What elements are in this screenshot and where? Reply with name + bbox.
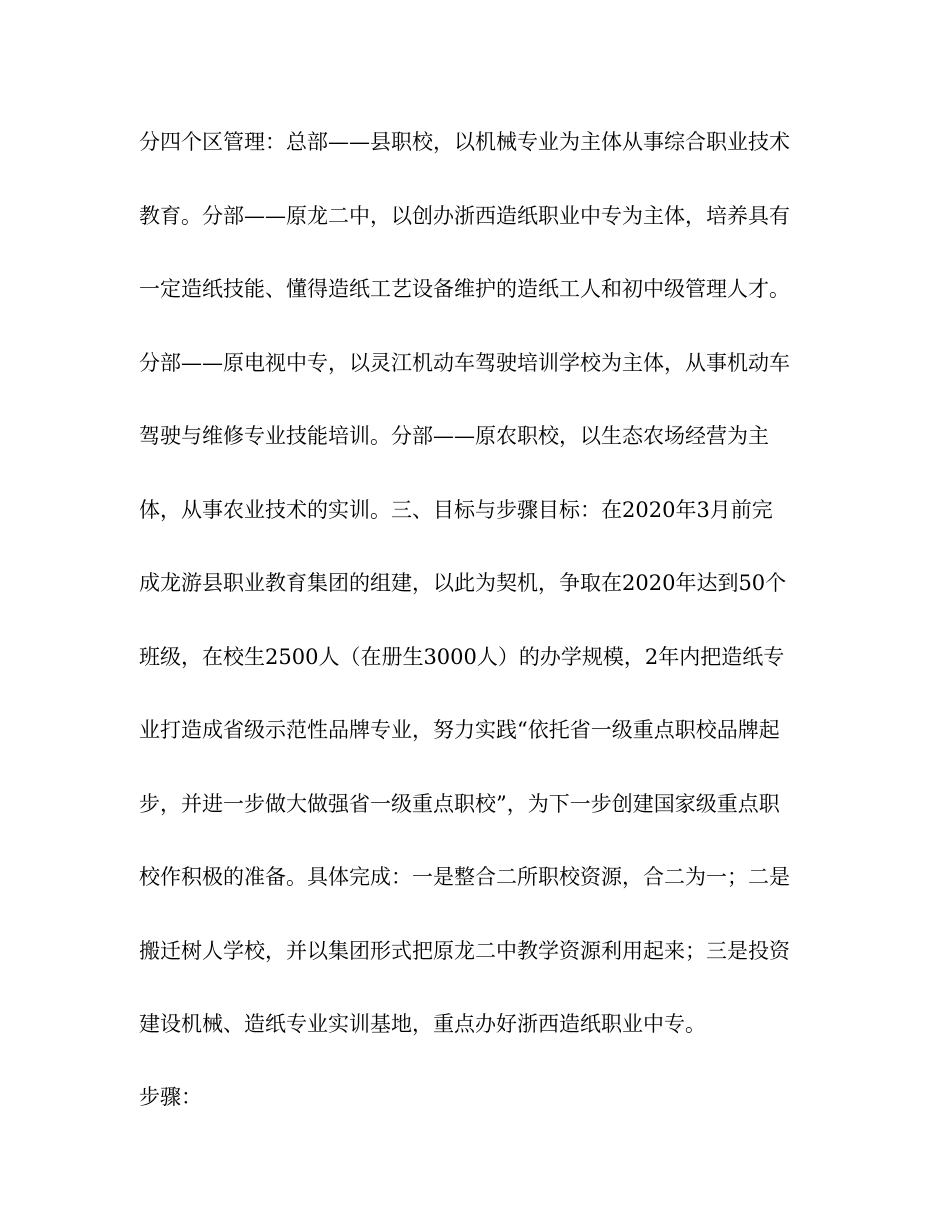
body-line-4: 分部——原电视中专，以灵江机动车驾驶培训学校为主体，从事机动车 <box>139 351 790 375</box>
body-line-8: 班级，在校生2500人（在册生3000人）的办学规模，2年内把造纸专 <box>139 645 785 669</box>
body-line-9: 业打造成省级示范性品牌专业，努力实践“依托省一级重点职校品牌起 <box>139 718 780 742</box>
body-line-5: 驾驶与维修专业技能培训。分部——原农职校，以生态农场经营为主 <box>139 424 769 448</box>
body-line-14: 步骤： <box>139 1085 202 1109</box>
body-line-2: 教育。分部——原龙二中，以创办浙西造纸职业中专为主体，培养具有 <box>139 204 790 228</box>
body-line-6: 体，从事农业技术的实训。三、目标与步骤目标：在2020年3月前完 <box>139 498 773 522</box>
body-line-7: 成龙游县职业教育集团的组建，以此为契机，争取在2020年达到50个 <box>139 571 787 595</box>
body-line-13: 建设机械、造纸专业实训基地，重点办好浙西造纸职业中专。 <box>139 1012 706 1036</box>
body-line-3: 一定造纸技能、懂得造纸工艺设备维护的造纸工人和初中级管理人才。 <box>139 277 790 301</box>
body-line-10: 步，并进一步做大做强省一级重点职校”，为下一步创建国家级重点职 <box>139 792 780 816</box>
body-line-12: 搬迁树人学校，并以集团形式把原龙二中教学资源利用起来；三是投资 <box>139 939 790 963</box>
body-line-1: 分四个区管理：总部——县职校，以机械专业为主体从事综合职业技术 <box>139 130 790 154</box>
body-line-11: 校作积极的准备。具体完成：一是整合二所职校资源，合二为一；二是 <box>139 865 790 889</box>
